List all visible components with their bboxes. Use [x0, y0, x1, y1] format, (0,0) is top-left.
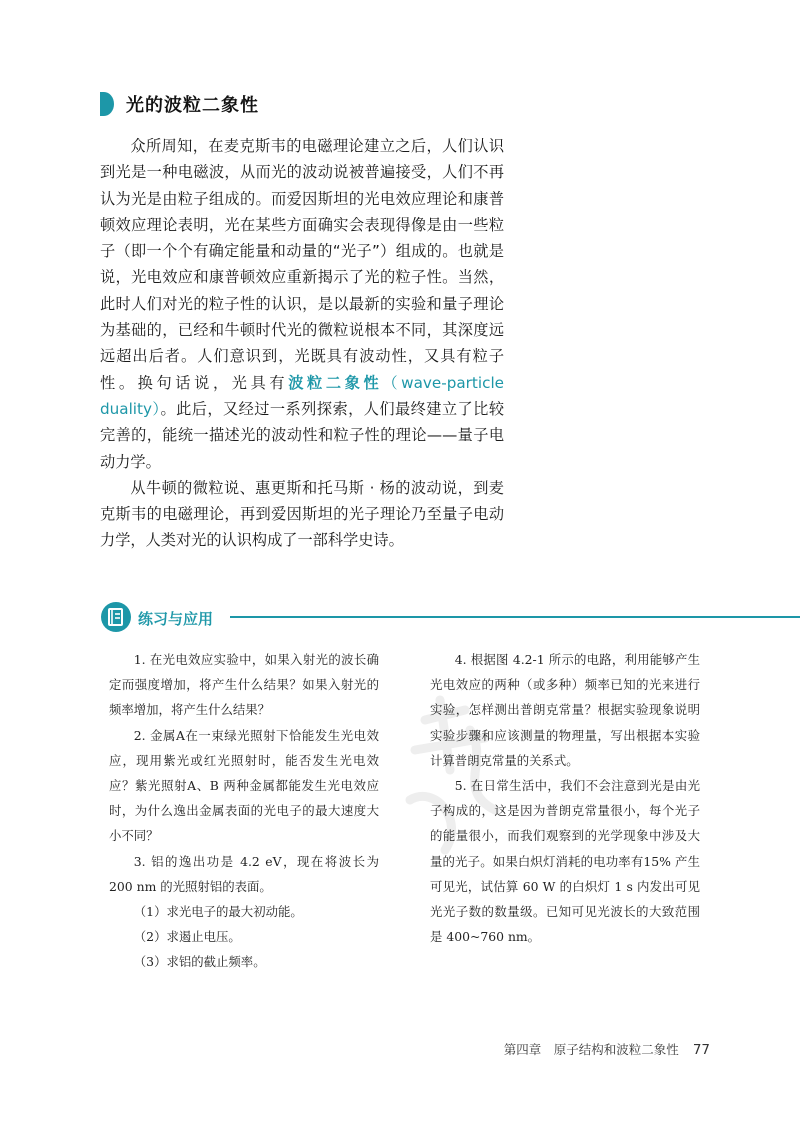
exercise-2: 2. 金属A在一束绿光照射下恰能发生光电效应，现用紫光或红光照射时，能否发生光电效应？紫光照射A、B 两种金属都能发生光电效应时，为什么逸出金属表面的光电子的最大速度大小不同？	[109, 727, 379, 844]
section-marker-icon	[100, 92, 114, 116]
page-number: 77	[692, 1042, 710, 1058]
exercise-4: 4. 根据图 4.2-1 所示的电路，利用能够产生光电效应的两种（或多种）频率已知的光来进行实验，怎样测出普朗克常量？根据实验现象说明实验步骤和应该测量的物理量，写出根据本实验计算普朗克常量的关系式。	[430, 652, 700, 768]
body-paragraph-1-text: 众所周知，在麦克斯韦的电磁理论建立之后，人们认识到光是一种电磁波，从而光的波动说被普遍接受，人们不再认为光是由粒子组成的。而爱因斯坦的光电效应理论和康普顿效应理论表明，光在某些方面确实会表现得像是由一些粒子（即一个个有确定能量和动量的“光子”）组成的。也就是说，光电效应和康普顿效应重新揭示了光的粒子性。当然，此时人们对光的粒子性的认识，是以最新的实验和量子理论为基础的，已经和牛顿时代光的微粒说根本不同，其深度远远超出后者。人们意识到，光既具有波动性，又具有粒子性。换句话说，光具有	[100, 137, 504, 392]
exercise-3: 3. 铝的逸出功是 4.2 eV，现在将波长为 200 nm 的光照射铝的表面。	[109, 853, 379, 894]
section-title: 光的波粒二象性	[126, 95, 259, 116]
keyword-wave-particle-duality: 波粒二象性	[288, 373, 383, 392]
practice-title: 练习与应用	[138, 610, 214, 628]
body-paragraph-1	[100, 133, 504, 475]
practice-divider	[230, 616, 800, 618]
notebook-icon	[100, 601, 132, 633]
exercise-3-part-2: （2）求遏止电压。	[133, 929, 241, 945]
chapter-title: 第四章 原子结构和波粒二象性	[503, 1042, 679, 1057]
section-heading	[100, 91, 259, 117]
exercise-1: 1. 在光电效应实验中，如果入射光的波长确定而强度增加，将产生什么结果？如果入射光的频率增加，将产生什么结果？	[109, 652, 379, 718]
body-paragraph-1-text-cont: 。此后，又经过一系列探索，人们最终建立了比较完善的，能统一描述光的波动性和粒子性的理论——量子电动力学。	[100, 399, 505, 471]
page-footer	[504, 1040, 710, 1058]
exercise-3-part-1: （1）求光电子的最大初动能。	[133, 904, 303, 920]
body-text	[100, 133, 504, 554]
body-paragraph-2: 从牛顿的微粒说、惠更斯和托马斯 · 杨的波动说，到麦克斯韦的电磁理论，再到爱因斯坦的光子理论乃至量子电动力学，人类对光的认识构成了一部科学史诗。	[100, 478, 504, 550]
exercise-3-part-3: （3）求铝的截止频率。	[133, 954, 266, 970]
practice-header	[100, 601, 800, 637]
exercise-5: 5. 在日常生活中，我们不会注意到光是由光子构成的，这是因为普朗克常量很小，每个光子的能量很小，而我们观察到的光学现象中涉及大量的光子。如果白炽灯消耗的电功率有15% 产生可见光，试估算 60 W 的白炽灯 1 s 内发出可见光光子数的数量级。已知可见光波长的大致范围是 400~760 nm。	[430, 778, 700, 945]
exercises-right-column	[430, 647, 700, 949]
exercises-left-column	[109, 647, 379, 975]
english-term: （wave-particle duality）	[100, 373, 505, 418]
